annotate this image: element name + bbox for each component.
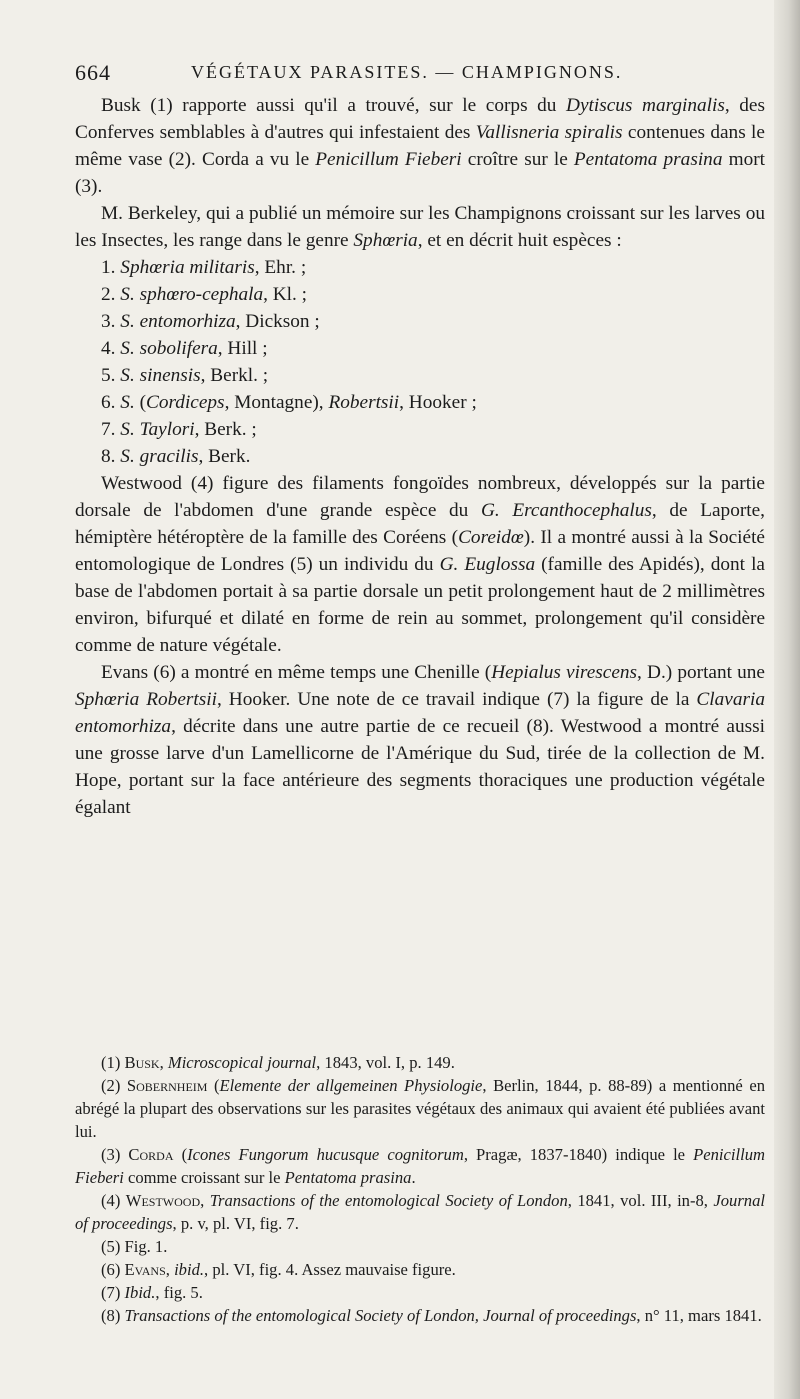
species-item: 6. S. (Cordiceps, Montagne), Robertsii, Hooker ;: [101, 392, 477, 413]
species-item: 5. S. sinensis, Berkl. ;: [101, 365, 269, 386]
footnote-3: (3) Corda (Icones Fungorum hucusque cognitorum, Pragæ, 1837-1840) indique le Penicillum Fieberi comme croissant sur le Pentatoma prasina.: [75, 1145, 766, 1187]
footnote-7: (7) Ibid., fig. 5.: [101, 1283, 203, 1302]
species-item: 8. S. gracilis, Berk.: [101, 446, 251, 467]
species-item: 3. S. entomorhiza, Dickson ;: [101, 311, 320, 332]
page-header: [75, 60, 765, 88]
page-edge-shadow: [774, 0, 800, 1399]
footnote-2: (2) Sobernheim (Elemente der allgemeinen Physiologie, Berlin, 1844, p. 88-89) a mentionné en abrégé la plupart des observations sur les parasites végétaux des animaux qui avaient été publiées avant lui.: [75, 1076, 765, 1141]
species-item: 1. Sphœria militaris, Ehr. ;: [101, 257, 307, 278]
footnote-4: (4) Westwood, Transactions of the entomological Society of London, 1841, vol. III, in-8, Journal of proceedings, p. v, pl. VI, fig. 7.: [75, 1191, 766, 1233]
footnote-5: (5) Fig. 1.: [101, 1237, 168, 1256]
footnote-6: (6) Evans, ibid., pl. VI, fig. 4. Assez mauvaise figure.: [101, 1260, 456, 1279]
footnote-1: (1) Busk, Microscopical journal, 1843, vol. I, p. 149.: [101, 1053, 455, 1072]
species-item: 2. S. sphœro-cephala, Kl. ;: [101, 284, 308, 305]
footnote-8: (8) Transactions of the entomological Society of London, Journal of proceedings, n° 11, mars 1841.: [101, 1306, 762, 1325]
main-text: [75, 92, 765, 821]
paragraph-westwood: Westwood (4) figure des filaments fongoïdes nombreux, développés sur la partie dorsale de l'abdomen d'une grande espèce du G. Ercanthocephalus, de Laporte, hémiptère hétéroptère de la famille des Coréens (Coreidœ). Il a montré aussi à la Société entomologique de Londres (5) un individu du G. Euglossa (famille des Apidés), dont la base de l'abdomen portait à sa partie dorsale un petit prolongement haut de 2 millimètres environ, bifurqué et dilaté en forme de rein au sommet, prolongement qu'il considère comme de nature végétale.: [75, 473, 765, 656]
running-title: VÉGÉTAUX PARASITES. — CHAMPIGNONS.: [191, 62, 623, 82]
footnotes: [75, 1051, 765, 1327]
paragraph-evans: Evans (6) a montré en même temps une Chenille (Hepialus virescens, D.) portant une Sphœria Robertsii, Hooker. Une note de ce travail indique (7) la figure de la Clavaria entomorhiza, décrite dans une autre partie de ce recueil (8). Westwood a montré aussi une grosse larve d'un Lamellicorne de l'Amérique du Sud, tirée de la collection de M. Hope, portant sur la face antérieure des segments thoraciques une production végétale égalant: [75, 662, 765, 818]
paragraph-berkeley: M. Berkeley, qui a publié un mémoire sur les Champignons croissant sur les larves ou les Insectes, les range dans le genre Sphœria, et en décrit huit espèces :: [75, 203, 765, 251]
paragraph-busk: Busk (1) rapporte aussi qu'il a trouvé, sur le corps du Dytiscus marginalis, des Conferves semblables à d'autres qui infestaient des Vallisneria spiralis contenues dans le même vase (2). Corda a vu le Penicillum Fieberi croître sur le Pentatoma prasina mort (3).: [75, 95, 765, 197]
species-item: 7. S. Taylori, Berk. ;: [101, 419, 257, 440]
species-item: 4. S. sobolifera, Hill ;: [101, 338, 268, 359]
page-number: 664: [75, 60, 111, 85]
